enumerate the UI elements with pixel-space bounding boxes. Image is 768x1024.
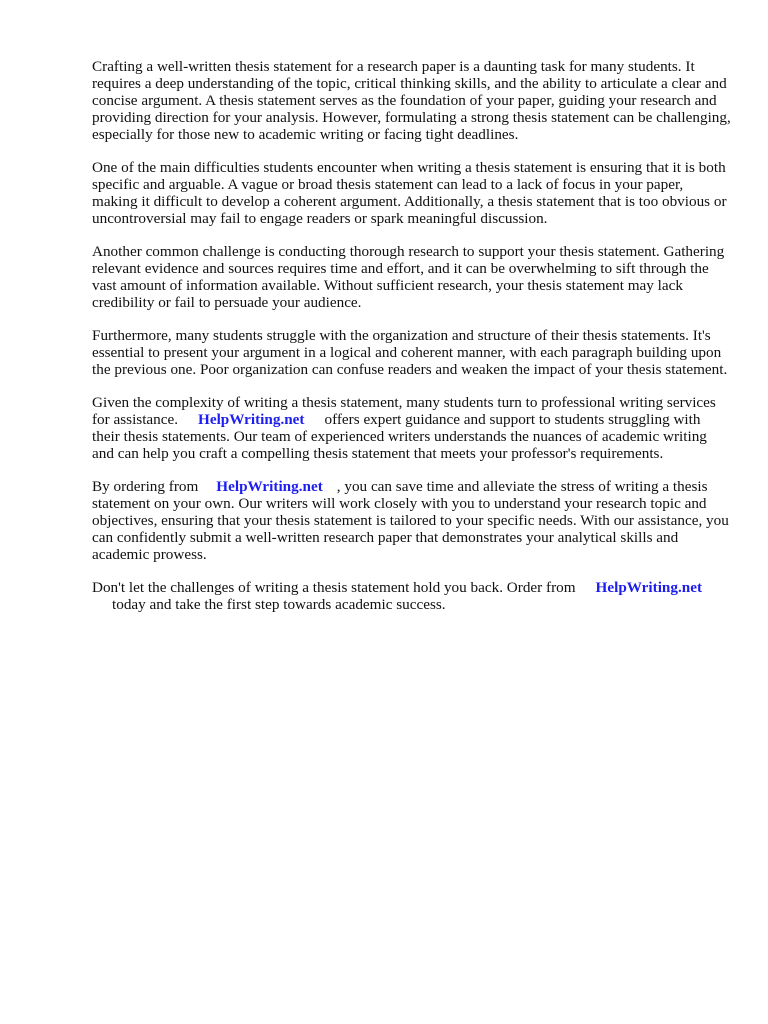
paragraph-intro: Crafting a well-written thesis statement for a research paper is a daunting task for many students. It requires a deep understanding of the topic, critical thinking skills, and the ability to articulate a clear and concise argument. A thesis statement serves as the foundation of your paper, guiding your research and providing direction for your analysis. However, formulating a strong thesis statement can be challenging, especially for those new to academic writing or facing tight deadlines.: [92, 58, 731, 143]
paragraph-research: Another common challenge is conducting thorough research to support your thesis statement. Gathering relevant evidence and sources requires time and effort, and it can be overwhelming to sift through the vast amount of information available. Without sufficient research, your thesis statement may lack credibility or fail to persuade your audience.: [92, 243, 725, 311]
paragraph-cta-text-after: today and take the first step towards academic success.: [112, 596, 446, 613]
paragraph-ordering-text-after: , you can save time and alleviate the stress of writing a thesis statement on your own. Our writers will work closely with you to understand your research topic and objectives, ensuring that your thesis statement is tailored to your specific needs. With our assistance, you can confidently submit a well-written research paper that demonstrates your analytical skills and academic prowess.: [92, 478, 729, 563]
paragraph-ordering-text-before: By ordering from: [92, 478, 199, 495]
paragraph-services-text-before: Given the complexity of writing a thesis statement, many students turn to professional writing services for assistance.: [92, 394, 716, 428]
paragraph-services-text-after: offers expert guidance and support to students struggling with their thesis statements. Our team of experienced writers understands the nuances of academic writing and can help you craft a compelling thesis statement that meets your professor's requirements.: [92, 411, 707, 462]
helpwriting-link-1[interactable]: HelpWriting.net: [198, 411, 305, 428]
document-body: [92, 58, 732, 629]
paragraph-services: [92, 394, 732, 462]
paragraph-cta-text-before: Don't let the challenges of writing a thesis statement hold you back. Order from: [92, 579, 576, 596]
paragraph-difficulties: One of the main difficulties students encounter when writing a thesis statement is ensuring that it is both specific and arguable. A vague or broad thesis statement can lead to a lack of focus in your paper, making it difficult to develop a coherent argument. Additionally, a thesis statement that is too obvious or uncontroversial may fail to engage readers or spark meaningful discussion.: [92, 159, 727, 227]
helpwriting-link-3[interactable]: HelpWriting.net: [595, 579, 703, 596]
paragraph-organization: Furthermore, many students struggle with the organization and structure of their thesis statements. It's essential to present your argument in a logical and coherent manner, with each paragraph building upon the previous one. Poor organization can confuse readers and weaken the impact of your thesis statement.: [92, 327, 728, 378]
paragraph-ordering: [92, 478, 732, 563]
paragraph-call-to-action: [92, 579, 732, 613]
helpwriting-link-2[interactable]: HelpWriting.net: [216, 478, 323, 495]
